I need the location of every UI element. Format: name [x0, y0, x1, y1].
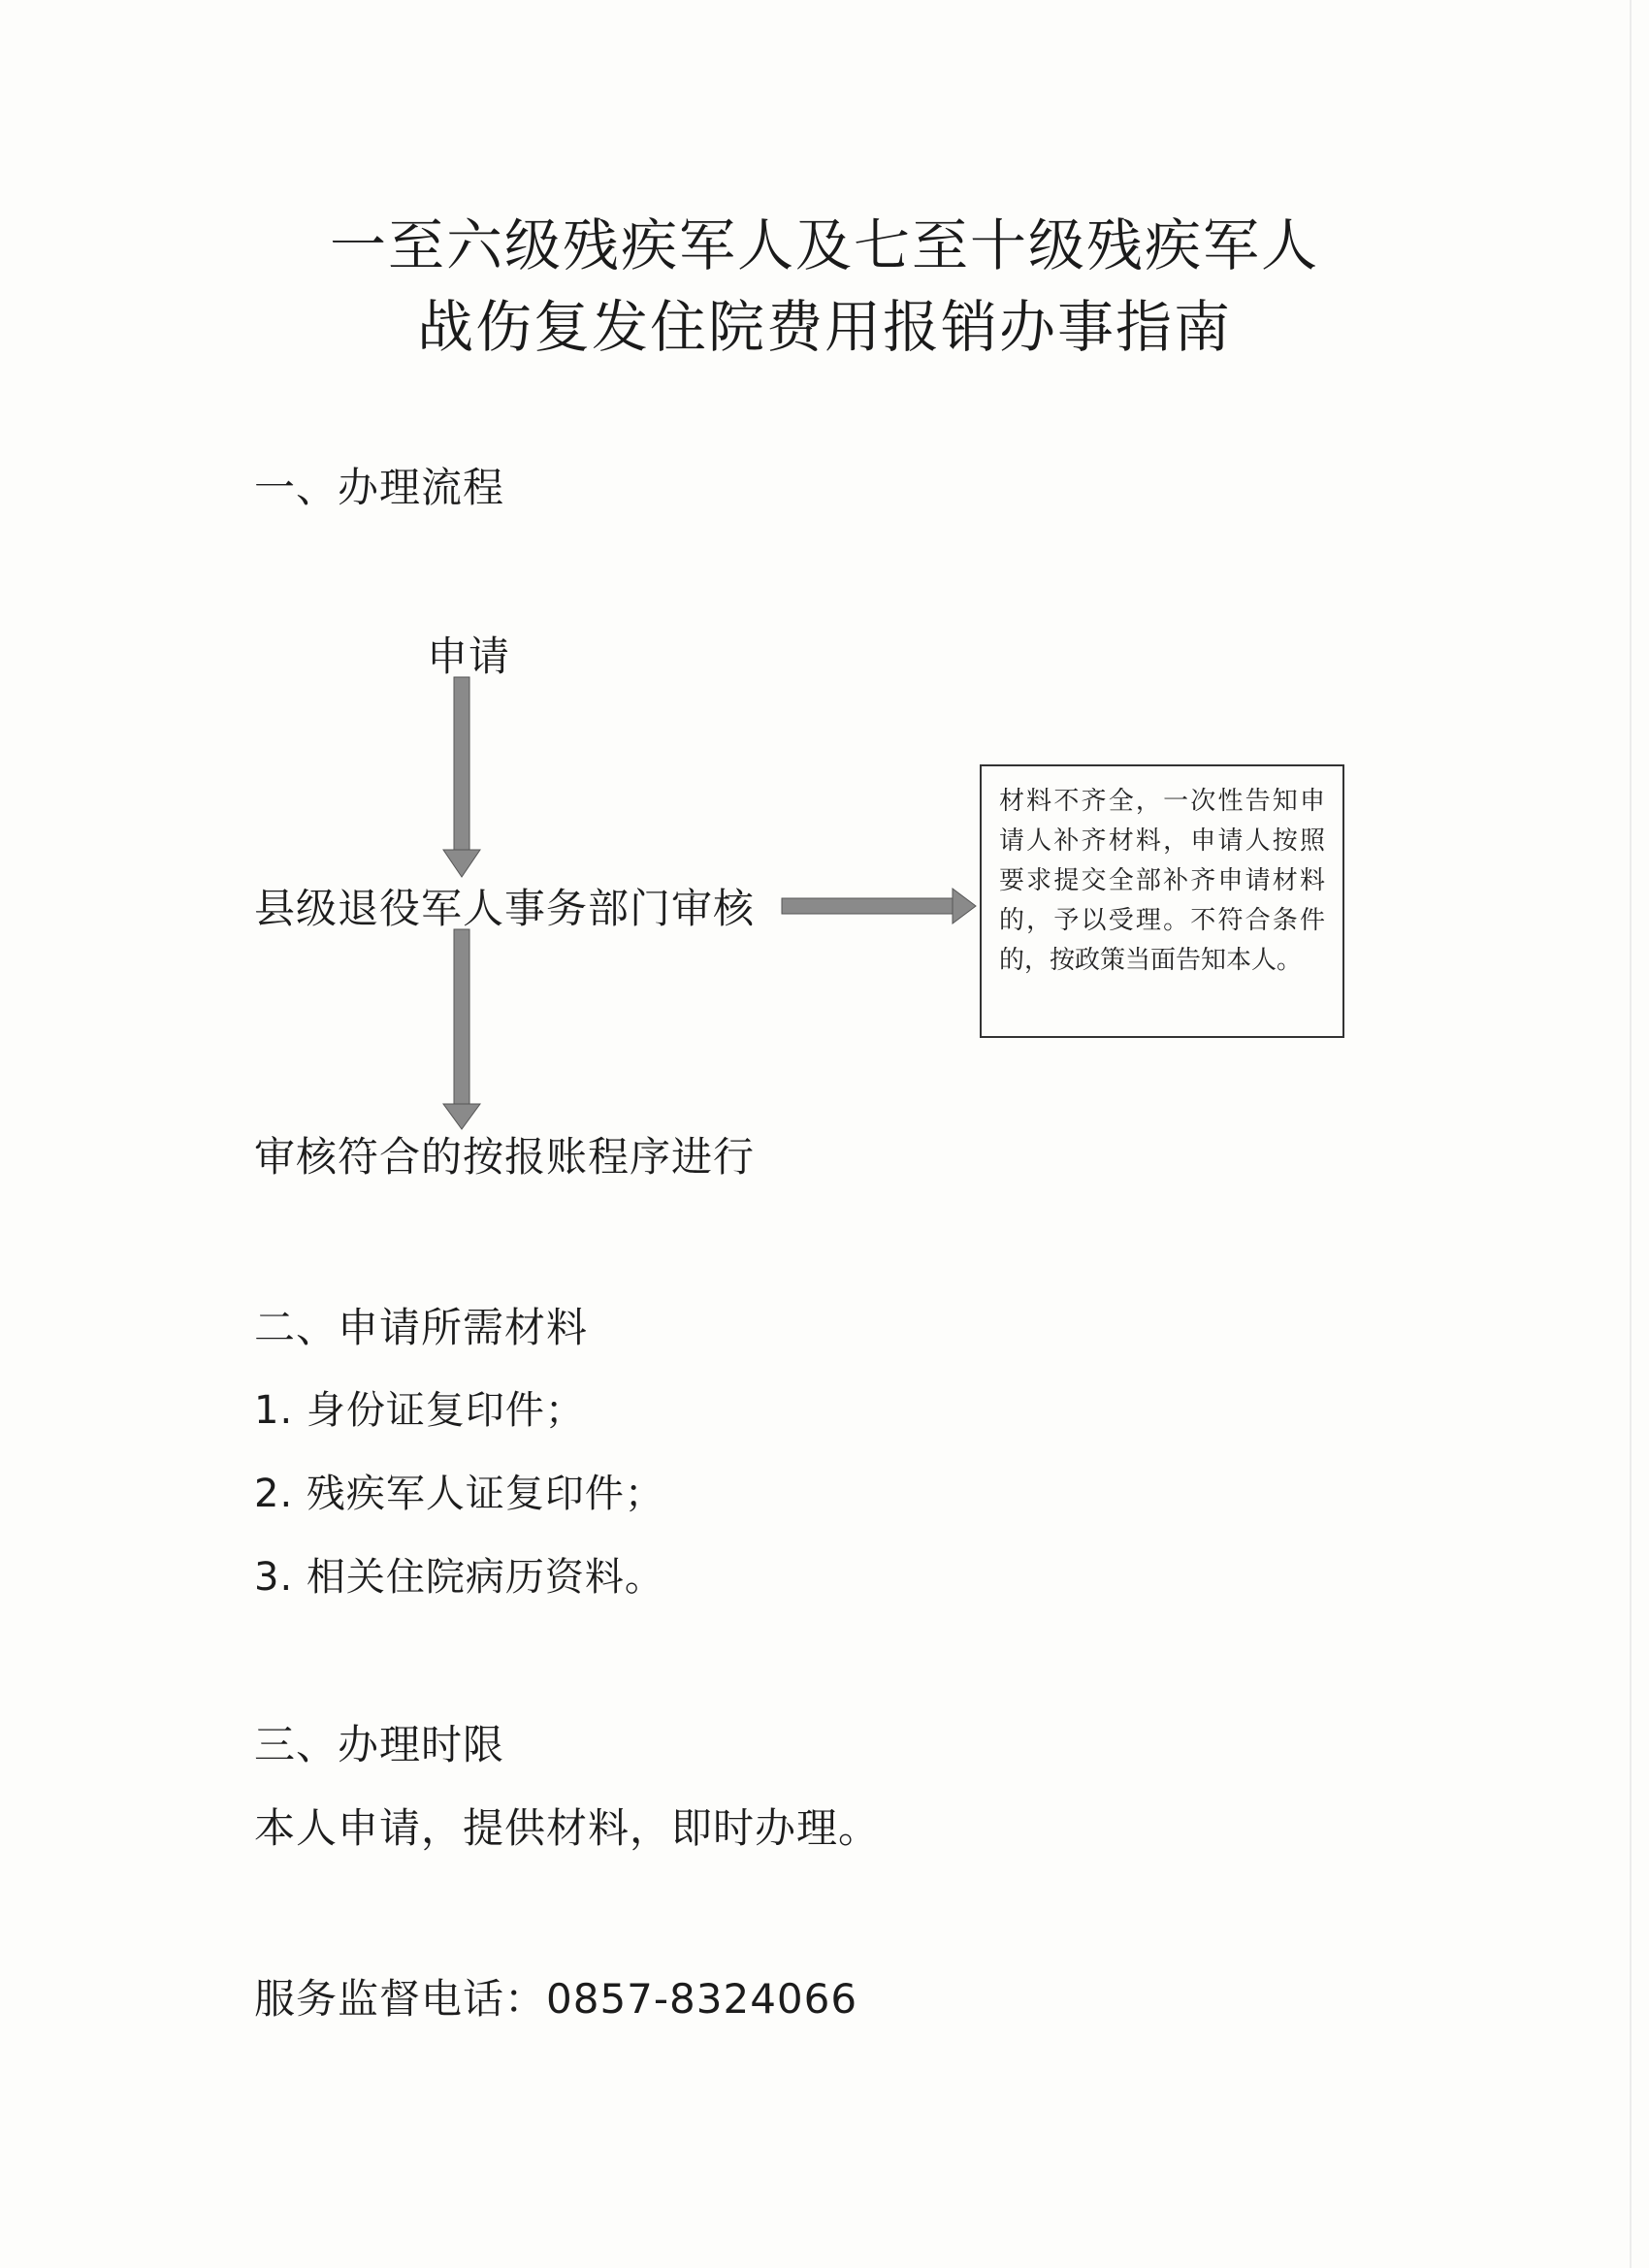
- section-1-heading: 一、办理流程: [254, 464, 505, 511]
- flow-step-review: 县级退役军人事务部门审核: [254, 885, 756, 932]
- arrow-right: [782, 889, 976, 923]
- title-line-1: 一至六级残疾军人及七至十级残疾军人: [329, 212, 1319, 278]
- flow-step-result: 审核符合的按报账程序进行: [254, 1133, 756, 1181]
- material-item-1: 1. 身份证复印件；: [254, 1388, 585, 1433]
- section-3-heading: 三、办理时限: [254, 1721, 505, 1768]
- flow-note-box: 材料不齐全，一次性告知申请人补齐材料，申请人按照要求提交全部补齐申请材料的，予以受理。不符合条件的，按政策当面告知本人。: [980, 764, 1344, 1038]
- arrow-down-1: [443, 677, 480, 877]
- arrow-down-2: [443, 929, 480, 1129]
- flow-step-apply: 申请: [427, 632, 511, 680]
- contact-phone: 服务监督电话：0857-8324066: [254, 1975, 858, 2023]
- section-3-text: 本人申请，提供材料，即时办理。: [254, 1804, 881, 1852]
- material-item-2: 2. 残疾军人证复印件；: [254, 1472, 664, 1516]
- material-item-3: 3. 相关住院病历资料。: [254, 1555, 664, 1600]
- section-2-heading: 二、申请所需材料: [254, 1304, 589, 1351]
- title-line-2: 战伤复发住院费用报销办事指南: [416, 294, 1232, 360]
